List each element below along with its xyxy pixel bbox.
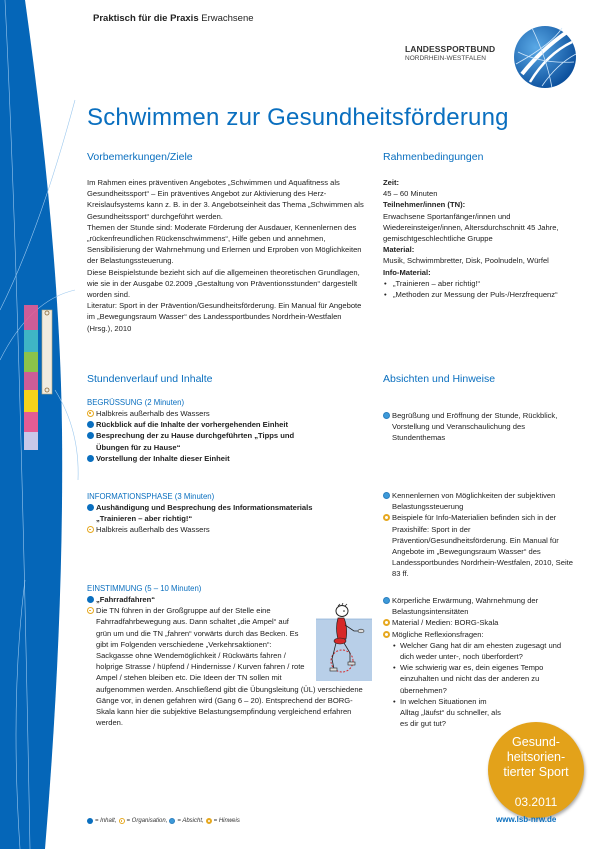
- organisation-icon: [87, 526, 94, 533]
- list-item: Kennenlernen von Möglichkeiten der subjektiven Belastungssteuerung: [383, 490, 573, 512]
- absicht-icon: [383, 412, 390, 419]
- question-item: • Wie schwierig war es, dein eigenes Tempo einzuhalten und nicht das der anderen zu übernehmen?: [392, 662, 573, 696]
- teilnehmer-label: Teilnehmer/innen (TN):: [383, 200, 466, 210]
- legend: [87, 818, 240, 824]
- absicht-icon: [169, 818, 175, 824]
- website-link[interactable]: www.lsb-nrw.de: [496, 815, 557, 824]
- material-label: Material:: [383, 245, 415, 255]
- phase-title: BEGRÜSSUNG (2 Minuten): [87, 398, 185, 407]
- side-band-decoration: [0, 0, 90, 849]
- legend-absicht: = Absicht,: [177, 818, 204, 824]
- list-item: Mögliche Reflexionsfragen:: [383, 629, 573, 640]
- phase-begruessung: [87, 398, 367, 464]
- hinweis-icon: [383, 631, 390, 638]
- zeit-label: Zeit:: [383, 178, 400, 187]
- cycling-swimmer-illustration: [316, 603, 372, 681]
- inhalt-icon: [87, 421, 94, 428]
- question-item: • Welcher Gang hat dir am ehesten zugesagt und dich weder unter-, noch überfordert?: [392, 640, 573, 662]
- list-item: Die TN führen in der Großgruppe auf der Stelle eine Fahrradfahrbewegung aus. Dann schaltet „die Ampel“ auf grün um und die TN „fahren“ vorwärts durch das Becken. Es gibt im Folgenden verschiedene „Verkehrsaktionen“: Sackgasse ohne Wendemöglichkeit / Rückwärts fahren / holprige Strasse / hüpfend / Hindernisse / Kurven fahren / rote Ampel / stehen bleiben etc. Die Ideen der TN sollen mit aufgenommen werden. Anschließend gibt die Übungsleitung (ÜL) verschiedene Gänge vor, in denen gefahren wird (Gang 6 – 20). Entsprechend der BORG-Skala kann hier die subjektive Belastungsempfindung vergleichend erfahren werden.: [87, 605, 367, 728]
- paragraph: Im Rahmen eines präventiven Angebotes „Schwimmen und Aquafitness als Gesundheitssport“ – Ein präventives Angebot zur Aktivierung des Herz-Kreislaufsystems kann z. B. in der 3. Angebotseinheit das Thema „Schwimmen als Gesundheitssport“ durchgeführt werden.: [87, 178, 364, 221]
- inhalt-icon: [87, 504, 94, 511]
- heading-stundenverlauf: Stundenverlauf und Inhalte: [87, 373, 213, 385]
- absicht-icon: [383, 597, 390, 604]
- hinweis-icon: [383, 619, 390, 626]
- page-title: Schwimmen zur Gesundheitsförderung: [87, 104, 509, 131]
- series-category: Erwachsene: [201, 13, 254, 24]
- organisation-icon: [119, 818, 125, 824]
- legend-hinweis: = Hinweis: [213, 818, 240, 824]
- info-material-item: • „Methoden zur Messung der Puls-/Herzfrequenz“: [383, 289, 573, 300]
- topic-badge: [488, 722, 584, 818]
- heading-absichten: Absichten und Hinweise: [383, 373, 496, 385]
- series-name: Praktisch für die Praxis: [93, 13, 199, 24]
- inhalt-icon: [87, 818, 93, 824]
- badge-title: Gesund- heitsorien- tierter Sport: [503, 735, 569, 779]
- absicht-icon: [383, 492, 390, 499]
- zeit-value: 45 – 60 Minuten: [383, 189, 438, 199]
- list-item: Halbkreis außerhalb des Wassers: [87, 524, 367, 535]
- series-header: [93, 13, 254, 24]
- paragraph: Themen der Stunde sind: Moderate Förderung der Ausdauer, Kennenlernen des „rückenfreundlichen Rückenschwimmens“, Hilfe geben und annehmen, Sensibilisierung der Wahrnehmung und Erlernen und Erproben von Möglichkeiten der Belastungssteuerung.: [87, 222, 362, 266]
- rahmen-text: [383, 177, 573, 300]
- list-item: Material / Medien: BORG-Skala: [383, 617, 573, 628]
- list-item: Beispiele für Info-Materialien befinden sich in der Praxishilfe: Sport in der Prävention/Gesundheitsförderung. Ein Manual für Angebote im „Bewegungsraum Wasser“ des Landessportbundes Nordrhein-Westfalen, 2010, Seite 83 ff.: [383, 512, 573, 579]
- list-item: „Fahrradfahren“: [87, 594, 367, 605]
- lsb-logo: [405, 20, 590, 90]
- logo-line-2: NORDRHEIN-WESTFALEN: [405, 55, 486, 62]
- phase-informationsphase: [87, 492, 367, 536]
- absichten-group-1: [383, 410, 573, 444]
- list-item: Begrüßung und Eröffnung der Stunde, Rückblick, Vorstellung und Veranschaulichung des Stundenthemas: [383, 410, 573, 444]
- side-band-graphic: [0, 0, 90, 849]
- hinweis-icon: [206, 818, 212, 824]
- phase-title: INFORMATIONSPHASE (3 Minuten): [87, 492, 215, 501]
- paragraph: Diese Beispielstunde bezieht sich auf die allgemeinen theoretischen Grundlagen, wie sie in der Ausgabe 02.2009 „Gestaltung von Präventionsstunden“ dargestellt worden sind.: [87, 267, 360, 300]
- badge-date: 03.2011: [514, 795, 558, 809]
- inhalt-icon: [87, 455, 94, 462]
- list-item: Vorstellung der Inhalte dieser Einheit: [87, 453, 367, 464]
- logo-line-1: LANDESSPORTBUND: [405, 44, 496, 54]
- info-material-label: Info-Material:: [383, 267, 431, 277]
- vorbemerkungen-text: [87, 177, 367, 334]
- globe-logo-icon: [512, 24, 578, 90]
- list-item: Besprechung der zu Hause durchgeführten „Tipps und Übungen für zu Hause“: [87, 430, 367, 452]
- reflexion-questions: [383, 640, 573, 730]
- inhalt-icon: [87, 432, 94, 439]
- info-material-item: • „Trainieren – aber richtig!“: [383, 278, 573, 289]
- list-item: Aushändigung und Besprechung des Informationsmaterials „Trainieren – aber richtig!“: [87, 502, 367, 524]
- phase-title: EINSTIMMUNG (5 – 10 Minuten): [87, 584, 202, 593]
- material-value: Musik, Schwimmbretter, Disk, Poolnudeln, Würfel: [383, 256, 549, 266]
- heading-vorbemerkungen: Vorbemerkungen/Ziele: [87, 151, 193, 163]
- organisation-icon: [87, 607, 94, 614]
- inhalt-icon: [87, 596, 94, 603]
- organisation-icon: [87, 410, 94, 417]
- paragraph: Literatur: Sport in der Prävention/Gesundheitsförderung. Ein Manual für Angebote im „Bewegungsraum Wasser“ des Landessportbundes Nordrhein-Westfalen (Hrsg.), 2010: [87, 301, 362, 333]
- absichten-group-3: [383, 595, 573, 729]
- list-item: Rückblick auf die Inhalte der vorhergehenden Einheit: [87, 419, 367, 430]
- teilnehmer-value: Erwachsene Sportanfänger/innen und Wiedereinsteiger/innen, Altersdurchschnitt 45 Jahre, gemischtgeschlechtliche Gruppe: [383, 211, 559, 244]
- question-item: • In welchen Situationen im Alltag „läufst“ du schneller, als es dir gut tut?: [392, 696, 505, 730]
- absichten-group-2: [383, 490, 573, 580]
- list-item: Halbkreis außerhalb des Wassers: [87, 408, 367, 419]
- info-material-list: [383, 278, 573, 300]
- heading-rahmenbedingungen: Rahmenbedingungen: [383, 151, 484, 163]
- list-item: Körperliche Erwärmung, Wahrnehmung der Belastungsintensitäten: [383, 595, 573, 617]
- legend-inhalt: = Inhalt,: [95, 818, 117, 824]
- legend-organisation: = Organisation,: [126, 818, 168, 824]
- hinweis-icon: [383, 514, 390, 521]
